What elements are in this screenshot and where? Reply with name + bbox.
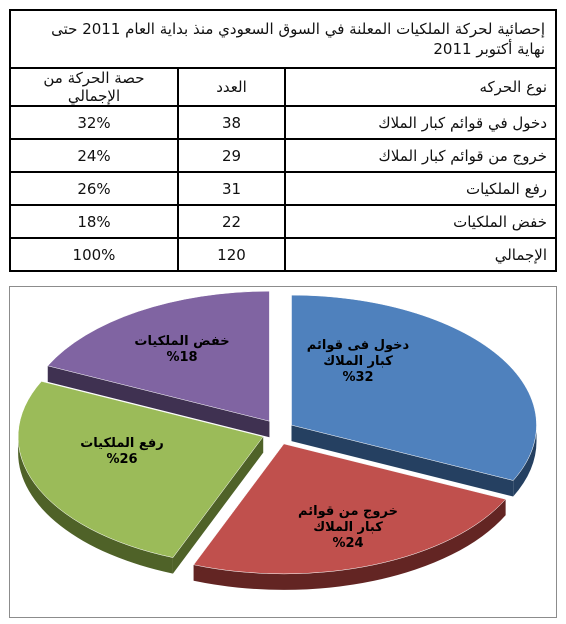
header-movement-type: نوع الحركه (285, 68, 556, 106)
pie-chart (10, 287, 556, 617)
pie-slice-label-line: %24 (332, 536, 364, 551)
row-type: رفع الملكيات (285, 172, 556, 205)
row-count: 38 (178, 106, 285, 139)
pie-slice-label-line: خفض الملكيات (134, 334, 230, 349)
table-row (10, 139, 556, 172)
pie-slice-label-line: خروج من قوائم (298, 504, 398, 519)
row-type: الإجمالي (285, 238, 556, 271)
table-title: إحصائية لحركة الملكيات المعلنة في السوق السعودي منذ بداية العام 2011 حتى نهاية أكتوبر 2011 (10, 10, 556, 68)
pie-slice-label-line: رفع الملكيات (80, 436, 164, 451)
header-share: حصة الحركة من الإجمالي (10, 68, 178, 106)
header-count: العدد (178, 68, 285, 106)
row-count: 120 (178, 238, 285, 271)
row-type: خفض الملكيات (285, 205, 556, 238)
pie-slice-label-line: %18 (166, 350, 198, 365)
table-row (10, 172, 556, 205)
row-share: 100% (10, 238, 178, 271)
pie-slice-label-line: دخول فى قوائم (306, 338, 410, 353)
row-count: 29 (178, 139, 285, 172)
row-share: 18% (10, 205, 178, 238)
row-count: 31 (178, 172, 285, 205)
row-share: 26% (10, 172, 178, 205)
pie-slice-label-line: %32 (342, 370, 374, 385)
table-total-row (10, 238, 556, 271)
row-share: 24% (10, 139, 178, 172)
row-count: 22 (178, 205, 285, 238)
pie-chart-frame (9, 286, 557, 618)
pie-slice-label-line: %26 (106, 452, 138, 467)
statistics-table (9, 9, 557, 272)
row-type: خروج من قوائم كبار الملاك (285, 139, 556, 172)
table-row (10, 106, 556, 139)
row-share: 32% (10, 106, 178, 139)
pie-slice (292, 295, 537, 480)
pie-slice-label-line: كبار الملاك (323, 354, 393, 369)
table-row (10, 205, 556, 238)
pie-slice-label-line: كبار الملاك (313, 520, 383, 535)
row-type: دخول في قوائم كبار الملاك (285, 106, 556, 139)
